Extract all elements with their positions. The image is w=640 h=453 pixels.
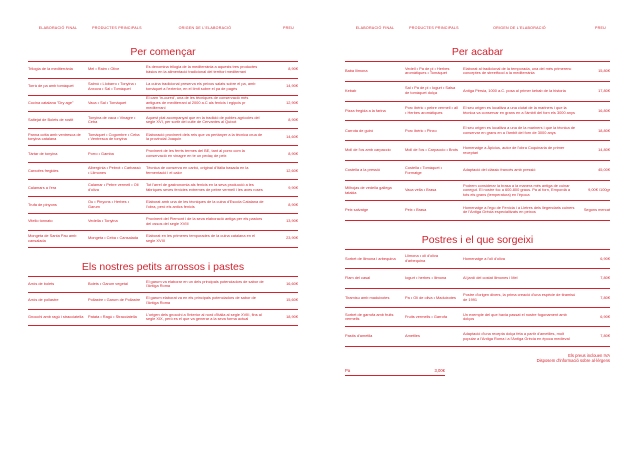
menu-row [345, 62, 610, 82]
menu-row [345, 269, 610, 288]
col-preu: PREU [283, 26, 294, 30]
dish-products: Moll de l'os • Carpaccio • Brots [405, 147, 458, 153]
dish-products: Pollastre • Garum de Pollastre [88, 297, 141, 303]
dish-origin: Elaborat en les primeres temporades de la cuina catalana en el segle XVIII [146, 232, 256, 243]
dish-products: Llimona • oli d'oliva d'arbequina [405, 253, 439, 264]
dish-price: 6,90€ [600, 313, 610, 319]
dish-products: Albergínia • Pebrot • Carbassó • Llimones [88, 165, 141, 176]
dish-price: 16,80€ [598, 107, 610, 113]
dish-name: Moll de l'os amb carpaccio [345, 147, 391, 153]
dish-products: Ametlles [405, 333, 420, 339]
menu-row [28, 293, 298, 310]
dish-price: 18,90€ [286, 313, 298, 319]
menu-row [28, 112, 298, 129]
bread-price: 3,00€ [434, 368, 445, 374]
dish-name: Panna cotta amb ventresca de tonyina catalana [28, 131, 81, 142]
dish-products: Salmó • Llobarro • Tonyina • Anxova • Sal • Tomàquet [88, 80, 137, 91]
dish-price: 8,90€ [288, 150, 298, 156]
dish-origin: Postre d'origen divers, la prima creació d'una espècie de tiramisú de 1991 [463, 292, 576, 302]
menu-row [28, 214, 298, 231]
section-title: Els nostres petits arrossos i pastes [28, 260, 298, 277]
dish-products: Fruits vermells • Garrofa [405, 313, 448, 319]
dish-products: Vedella • Tonyina [88, 218, 118, 224]
menu-list [345, 250, 610, 347]
dish-products: Porro • Gamba [88, 150, 114, 156]
dish-origin: Adaptació del clàssic francès amb pressió [463, 167, 536, 173]
dish-name: Sorbet de garrofa amb fruits vermells [345, 311, 394, 322]
dish-products: Tonyina de vaca • Vinagre • Ceba [88, 114, 136, 125]
menu-row [345, 82, 610, 102]
dish-price: 7,80€ [600, 294, 610, 300]
dish-origin: El garum va elaborar en un dels principals potenciadors de sabor de l'Antiga Roma [146, 278, 264, 289]
bread-label: Pa [345, 368, 351, 374]
dish-products: Mongeta • Ceba • Cansalada [88, 235, 139, 241]
dish-origin: Homenatge a l'oli d'oliva [463, 255, 505, 261]
dish-origin: Tot l'arrel de gastronomia als fenicis en la seva producció a les fàbriques seves fenícies extremes de pebre vermell i les aves roses [146, 182, 263, 192]
dish-price: 15,80€ [598, 67, 610, 73]
dish-origin: El seu origen es localitza a una ciutat de la mariners i que la tècnica va conservar en grans en a l'àmbit del forn els 3000 anys [463, 105, 575, 116]
dish-origin: Adaptació d'una recepta dolça feta a partir d'ametlles, molt popular a l'Antiga Roma i a l'Antiga Grècia en època medieval [463, 330, 570, 341]
bread-row [345, 366, 445, 376]
dish-products: Bolets • Garum vegetal [88, 280, 128, 286]
menu-row [345, 308, 610, 327]
menu-row [345, 201, 610, 221]
dish-products: Vaca vella • Brasa [405, 187, 437, 193]
dish-products: Tomàquet • Cogombre • Ceba • Ventresca de tonyina [88, 131, 140, 142]
dish-name: Mongeta de Santa Pau amb cansalada [28, 232, 77, 243]
dish-name: Cocina catalana "Dry age" [28, 100, 74, 106]
dish-price: 9,00€ /100gr [588, 187, 610, 193]
dish-price: 8,90€ [288, 66, 298, 72]
iva-note: Els preus inclouen IVA [568, 352, 610, 358]
column-header [28, 26, 298, 31]
dish-name: Pizza fregida a la farina [345, 107, 386, 113]
dish-price: 12,90€ [286, 100, 298, 106]
menu-row [28, 197, 298, 214]
dish-name: Trilogia de la mediterrània [28, 66, 73, 72]
menu-row [345, 250, 610, 269]
dish-origin: Provinent del Piemont i de la seva elaboració antiga per els pastors del ossos del segle XVIII [146, 216, 263, 226]
dish-origin: Elaborat amb una de les tècniques de la cuina d'Escola Catalana de l'obra, però els antics fenicis [146, 199, 264, 209]
allergen-note: Disposem d'informació sobre al·lèrgens [536, 358, 610, 364]
dish-name: Gnocchi amb ragú i stracciatella [28, 313, 84, 319]
dish-origin: Elaboració provinent dels reis que va pertànyer a la tècnica crua de la provincial Joaquin [146, 131, 263, 142]
dish-origin: El carn 'in-cured', una de les tècniques de conservació més antigues de mediterrani al 2000 a.C als fenicis i egipcis pr mediterrani [146, 95, 249, 110]
col-elaboracio: ELABORACIÓ FINAL [38, 26, 78, 30]
dish-price: 15,60€ [286, 297, 298, 303]
dish-products: Calamar • Pebre vermell • Oli d'oliva [88, 182, 139, 192]
dish-origin: El garum elaborat va en els principals potenciadors de sabor de l'Antiga Roma [146, 295, 256, 305]
dish-name: Baba llimona [345, 67, 368, 73]
menu-row [345, 327, 610, 346]
dish-name: Trufa de pinyons [28, 201, 57, 207]
dish-origin: Homenatge a l'ego de Fenícia i a Lletres dels llegendaris cuiners de l'Antiga Grècia especialitzats en peixos [463, 204, 575, 215]
dish-name: Pastís d'ametlla [345, 333, 373, 339]
col-productes: PRODUCTES PRINCIPALS [409, 26, 459, 30]
dish-origin: Podrem considerar la brasa a la manera més antiga de cuinar conegut. El nostre foc a 600-800 graus. Pa al forn, Empordà a tots els grans (temperatura) en l'època [463, 182, 571, 197]
dish-name: Arròs de pollastre [28, 297, 59, 303]
menu-list [28, 277, 298, 327]
dish-name: Kebab [345, 87, 357, 93]
menu-row [28, 129, 298, 146]
right-menu-page [320, 0, 640, 453]
dish-name: Calamars a l'era [28, 184, 57, 190]
dish-origin: El seu origen es localitza a una de la mariners i que la tècnica de conservar en grans en a l'àmbit del forn de 3000 anys [463, 125, 576, 135]
dish-origin: Al jardí del costat llimones i Mel [463, 275, 518, 281]
menu-row [28, 96, 298, 113]
dish-origin: Provinent de les ferrts termes del BE, tant al porro com la conservació en vinagre en te un pedaç de peix [146, 148, 245, 159]
menu-row [345, 181, 610, 201]
menu-row [28, 163, 298, 180]
dish-products: Vaca • Sal • Tomàquet [88, 100, 127, 106]
dish-origin: Es denomina trilogia de la mediterrània a aquests tres productes bàsics en la alimentació tradicional del territori mediterrani [146, 64, 258, 74]
dish-price: 16,60€ [286, 280, 298, 286]
menu-row [345, 141, 610, 161]
dish-name: Tàrtar de tonyina [28, 150, 58, 156]
dish-origin: La cuina tradicional preserva els peixos salats sobre el pa, amb tomàquet a l'exterior, en el límit sobre el pa de pagès [146, 80, 256, 91]
dish-price: 8,90€ [288, 117, 298, 123]
dish-price: 14,90€ [286, 83, 298, 89]
dish-products: Porc ibèric • pebre vermell • all • Herbes aromàtiques [405, 105, 458, 116]
dish-name: Vitello tonnato [28, 218, 53, 224]
dish-name: Torrà de pa amb tomàquet [28, 83, 74, 89]
section-title: Per començar [28, 45, 298, 62]
dish-price: 23,90€ [286, 235, 298, 241]
dish-price: 18,80€ [598, 127, 610, 133]
dish-name: Arròs de bolets [28, 280, 55, 286]
dish-price: 13,90€ [286, 218, 298, 224]
col-origen: ORIGEN DE L'ELABORACIÓ [493, 26, 546, 30]
menu-list [345, 62, 610, 221]
menu-row [345, 289, 610, 308]
dish-products: Ou • Pinyons • Herbes • Garum [88, 199, 130, 209]
dish-products: Vedell • Pa de pi • Herbes aromàtiques • Tomàquet [405, 65, 450, 76]
dish-origin: Elaborat al tradicional de la temporada, una del més primerenc conceptes de streetfood a la mediterrània [463, 65, 572, 76]
dish-products: Mel • Raim • Olive [88, 66, 120, 72]
dish-products: Costella • Tomàquet • Formatge [405, 164, 443, 175]
menu-row [28, 180, 298, 197]
dish-products: Pa • Oli de oliva • Maduixotes [405, 294, 456, 300]
dish-name: Carrota de guiró [345, 127, 374, 133]
dish-name: Saltejat de Bolets de rostit [28, 117, 74, 123]
dish-price: Segons mercat [583, 207, 610, 213]
menu-row [28, 231, 298, 248]
dish-price: 7,80€ [600, 275, 610, 281]
dish-origin: Homenatge a Àpicius, autor de l'obra Coquinaria de primer receptari [463, 145, 565, 155]
dish-name: Milhojas de vedella gallega tatakia [345, 184, 392, 195]
dish-price: 14,60€ [286, 133, 298, 139]
dish-products: Patata • Ragú • Stracciatella [88, 313, 137, 319]
dish-products: Peix • Brasa [405, 207, 427, 213]
menu-row [28, 277, 298, 294]
section-title: Per acabar [345, 45, 610, 62]
dish-price: 12,60€ [286, 167, 298, 173]
menu-list [28, 62, 298, 248]
col-productes: PRODUCTES PRINCIPALS [92, 26, 142, 30]
dish-price: 9,90€ [288, 184, 298, 190]
dish-name: Sorbet de llimona i arbequina [345, 255, 396, 261]
dish-products: Iogurt • herbes • llimona [405, 275, 447, 281]
menu-row [28, 62, 298, 79]
dish-price: 6,90€ [600, 255, 610, 261]
section-title: Postres i el que sorgeixi [345, 233, 610, 250]
menu-row [28, 79, 298, 96]
menu-row [28, 146, 298, 163]
dish-price: 8,90€ [288, 201, 298, 207]
dish-origin: Un exemple del que havia passat el nostre fogonament amb dolços [463, 311, 567, 322]
dish-name: Costella a la pressió [345, 167, 381, 173]
dish-name: Carxofes fregides [28, 167, 59, 173]
menu-row [345, 102, 610, 122]
menu-row [28, 310, 298, 327]
dish-origin: Aquest plat acompanyat que en la tradició de pobles agrícoles del segle XVI, per sortir del culte de Cervantes al Quixot [146, 114, 260, 125]
dish-products: Sal • Pa de pi • Iogurt • Salsa de tomàquet dolça [405, 85, 456, 96]
col-elaboracio: ELABORACIÓ FINAL [355, 26, 395, 30]
dish-price: 7,80€ [600, 333, 610, 339]
dish-name: Tiramisu amb maduixotes [345, 294, 390, 300]
dish-price: 17,80€ [598, 87, 610, 93]
column-header [345, 26, 610, 31]
col-origen: ORIGEN DE L'ELABORACIÓ [178, 26, 232, 30]
dish-price: 14,80€ [598, 147, 610, 153]
dish-origin: Tècnica de conserva en carbó, original d'Itàlia basada en la fermentació i el calor [146, 165, 249, 176]
menu-row [345, 161, 610, 181]
dish-origin: Antiga Pèrsia, 1000 a.C. posa al primer kebab de la historia [463, 87, 566, 93]
dish-name: Peix salvatge [345, 207, 369, 213]
dish-price: 45,00€ [598, 167, 610, 173]
notes [345, 353, 610, 364]
dish-products: Porc ibèric • Pinxo [405, 127, 437, 133]
menu-row [345, 121, 610, 141]
dish-name: Flam del casal [345, 275, 371, 281]
col-preu: PREU [595, 26, 606, 30]
dish-origin: L'origen dels gnocchi a l'interior al nord d'Itàlia al segle XVIII, fins al segle XIX, però es el que va generar a la seva forma actual [146, 311, 262, 322]
